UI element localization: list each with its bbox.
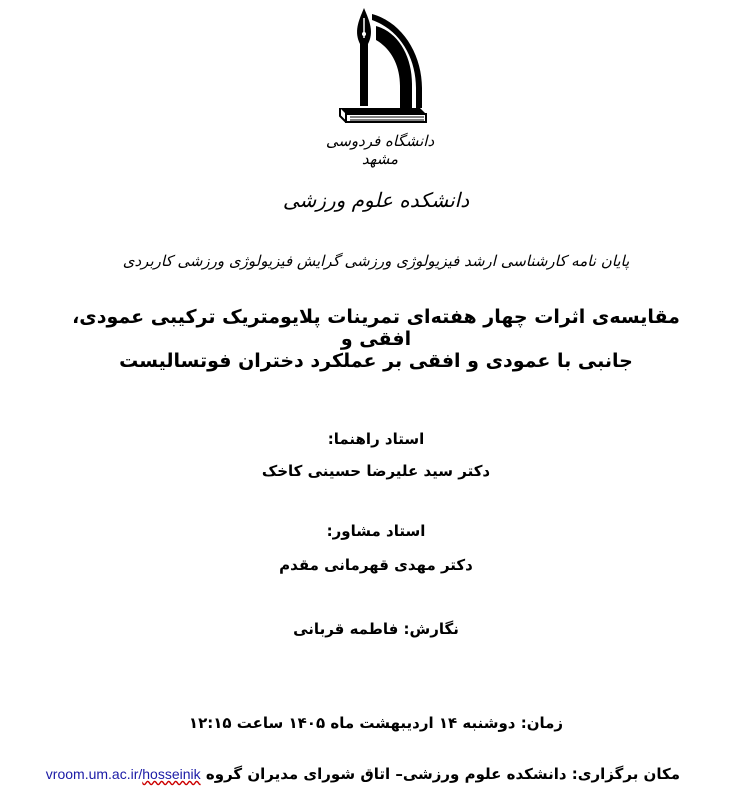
faculty-name: دانشکده علوم ورزشی [282, 188, 470, 212]
vroom-link-prefix[interactable]: vroom.um.ac.ir/ [45, 766, 143, 782]
vroom-link-suffix[interactable]: hosseinik [142, 766, 201, 782]
advisor-label: استاد مشاور: [326, 522, 426, 540]
thesis-title-line-2: جانبی با عمودی و افقی بر عملکرد دختران فوتسالیست [119, 350, 633, 372]
thesis-title-line-1: مقایسه‌ی اثرات چهار هفته‌ای تمرینات پلایومتریک ترکیبی عمودی، افقی و [72, 306, 680, 350]
venue-text: مکان برگزاری: دانشکده علوم ورزشی– اتاق شورای مدیران گروه [205, 765, 680, 783]
university-name: دانشگاه فردوسی مشهد [325, 132, 435, 168]
ferdowsi-university-pen-book-logo-icon [320, 4, 440, 130]
author: نگارش: فاطمه قربانی [293, 620, 459, 638]
supervisor-label: استاد راهنما: [327, 430, 425, 448]
supervisor-name: دکتر سید علیرضا حسینی کاخک [261, 462, 491, 480]
vroom-link[interactable] [46, 766, 201, 782]
thesis-type: پایان نامه کارشناسی ارشد فیزیولوژی ورزشی گرایش فیزیولوژی ورزشی کاربردی [122, 252, 630, 270]
defense-time: زمان: دوشنبه ۱۴ اردیبهشت ماه ۱۴۰۵ ساعت ۱۲:۱۵ [188, 714, 564, 732]
university-logo [320, 4, 440, 168]
defense-venue [46, 765, 680, 783]
advisor-name: دکتر مهدی قهرمانی مقدم [279, 556, 473, 574]
